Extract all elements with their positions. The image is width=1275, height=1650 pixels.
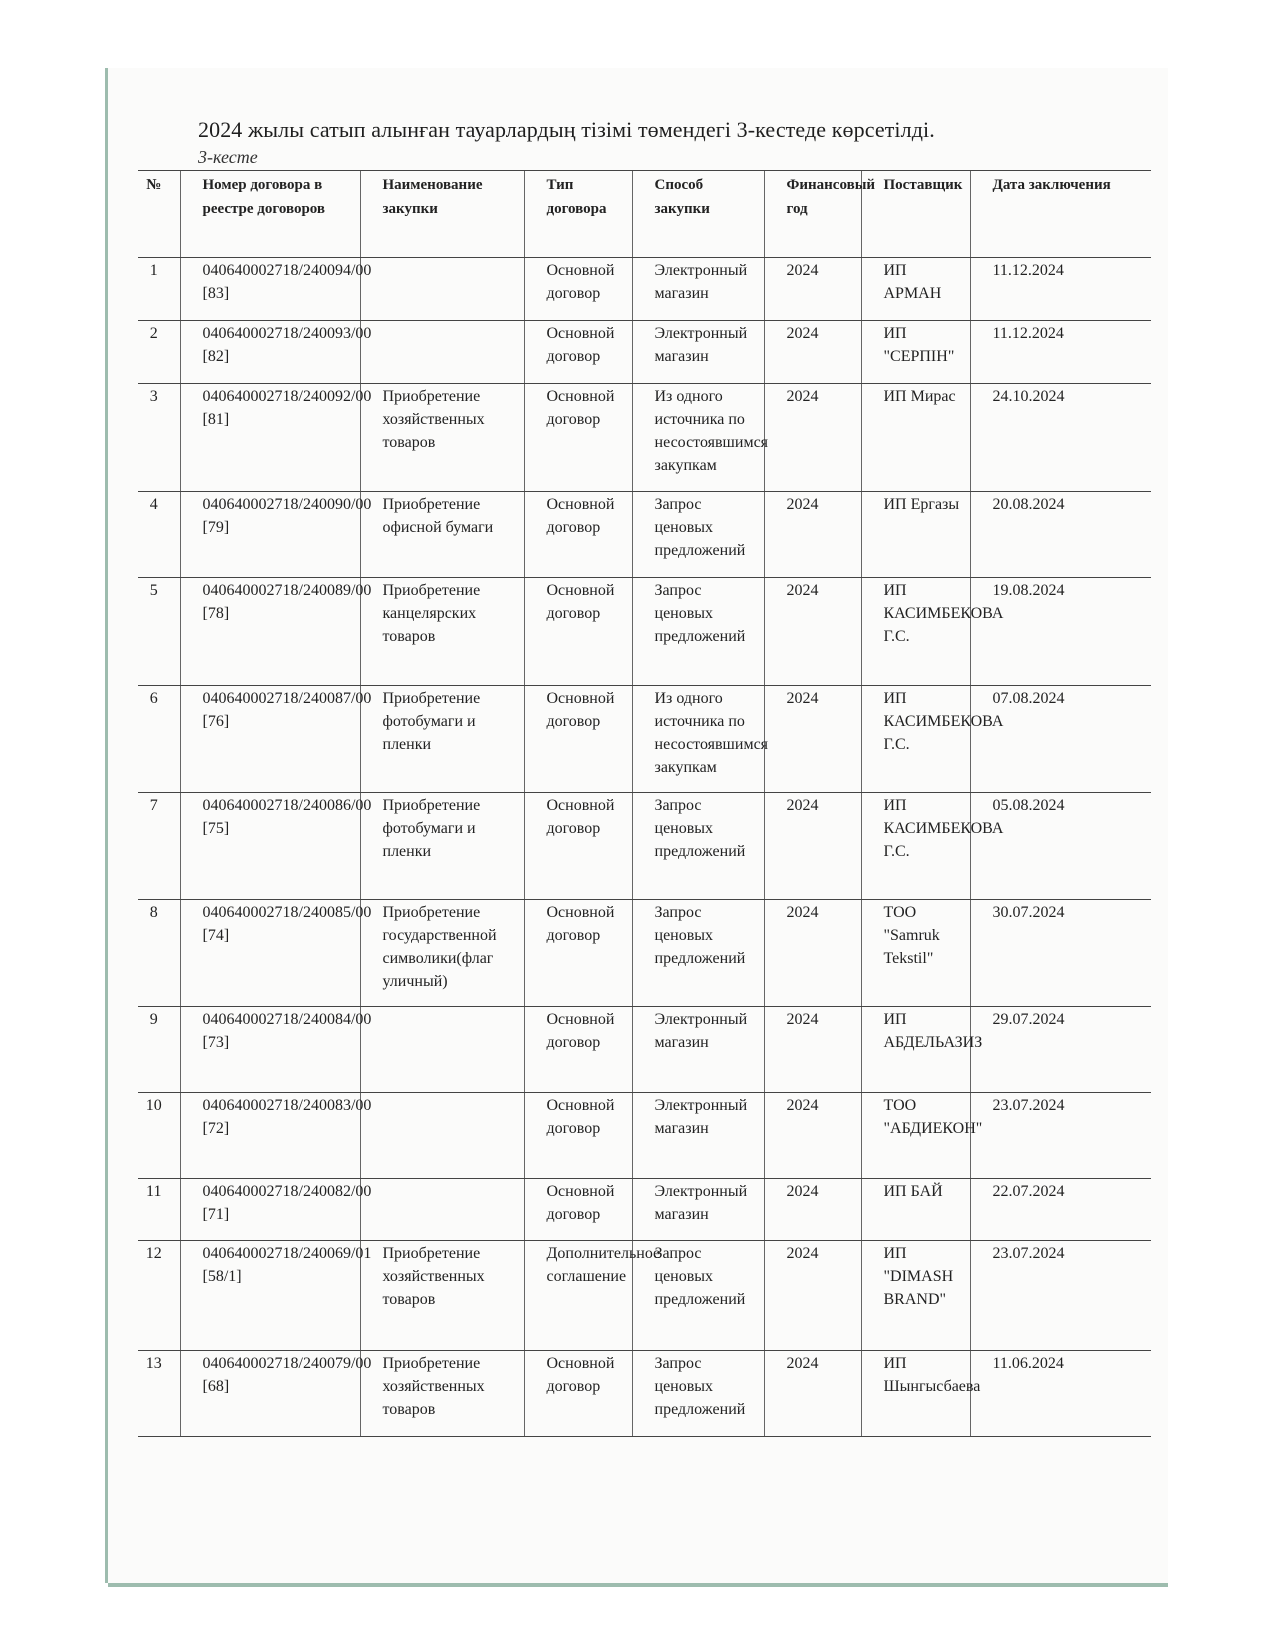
row-number-cell: 9	[138, 1007, 180, 1093]
row-number-cell: 10	[138, 1093, 180, 1179]
row-number-cell: 2	[138, 321, 180, 384]
supplier-cell: ТОО "Samruk Tekstil"	[861, 900, 970, 1007]
table-header-row	[138, 171, 1151, 258]
purchase-method-cell: Электронный магазин	[632, 1007, 764, 1093]
contract-date-cell: 11.12.2024	[970, 321, 1151, 384]
contract-date-cell: 29.07.2024	[970, 1007, 1151, 1093]
fiscal-year-cell: 2024	[764, 1241, 861, 1351]
purchase-name-cell	[360, 1007, 524, 1093]
document-title: 2024 жылы сатып алынған тауарлардың тізімі төмендегі 3-кестеде көрсетілді.	[198, 117, 935, 142]
contract-number-cell: 040640002718/240069/01 [58/1]	[180, 1241, 360, 1351]
table-row	[138, 1007, 1151, 1093]
contract-type-cell: Основной договор	[524, 384, 632, 492]
header-date: Дата заключения	[970, 171, 1151, 258]
header-contract-number: Номер договора в реестре договоров	[180, 171, 360, 258]
purchase-name-cell	[360, 1179, 524, 1241]
header-supplier: Поставщик	[861, 171, 970, 258]
contract-type-cell: Основной договор	[524, 1007, 632, 1093]
contract-type-cell: Основной договор	[524, 578, 632, 686]
contract-date-cell: 11.06.2024	[970, 1351, 1151, 1437]
contract-type-cell: Основной договор	[524, 900, 632, 1007]
row-number-cell: 8	[138, 900, 180, 1007]
contract-date-cell: 24.10.2024	[970, 384, 1151, 492]
fiscal-year-cell: 2024	[764, 321, 861, 384]
purchase-method-cell: Из одного источника по несостоявшимся закупкам	[632, 686, 764, 793]
contract-date-cell: 11.12.2024	[970, 258, 1151, 321]
purchase-name-cell: Приобретение хозяйственных товаров	[360, 1241, 524, 1351]
contract-date-cell: 05.08.2024	[970, 793, 1151, 900]
table-row	[138, 686, 1151, 793]
row-number-cell: 1	[138, 258, 180, 321]
header-contract-type: Тип договора	[524, 171, 632, 258]
row-number-cell: 11	[138, 1179, 180, 1241]
contract-type-cell: Основной договор	[524, 492, 632, 578]
contract-type-cell: Основной договор	[524, 1179, 632, 1241]
table-row	[138, 1241, 1151, 1351]
purchase-name-cell: Приобретение офисной бумаги	[360, 492, 524, 578]
fiscal-year-cell: 2024	[764, 578, 861, 686]
contract-number-cell: 040640002718/240093/00 [82]	[180, 321, 360, 384]
header-purchase-method: Способ закупки	[632, 171, 764, 258]
purchase-method-cell: Запрос ценовых предложений	[632, 793, 764, 900]
fiscal-year-cell: 2024	[764, 1007, 861, 1093]
purchase-name-cell: Приобретение фотобумаги и пленки	[360, 793, 524, 900]
table-row	[138, 900, 1151, 1007]
purchase-method-cell: Электронный магазин	[632, 258, 764, 321]
table-row	[138, 578, 1151, 686]
fiscal-year-cell: 2024	[764, 384, 861, 492]
purchase-name-cell	[360, 258, 524, 321]
contract-number-cell: 040640002718/240082/00 [71]	[180, 1179, 360, 1241]
supplier-cell: ИП "DIMASH BRAND"	[861, 1241, 970, 1351]
contract-date-cell: 23.07.2024	[970, 1093, 1151, 1179]
table-row	[138, 1093, 1151, 1179]
supplier-cell: ИП АБДЕЛЬАЗИЗ	[861, 1007, 970, 1093]
supplier-cell: ИП КАСИМБЕКОВА Г.С.	[861, 686, 970, 793]
purchase-method-cell: Запрос ценовых предложений	[632, 1241, 764, 1351]
supplier-cell: ИП КАСИМБЕКОВА Г.С.	[861, 793, 970, 900]
contract-date-cell: 07.08.2024	[970, 686, 1151, 793]
fiscal-year-cell: 2024	[764, 1093, 861, 1179]
fiscal-year-cell: 2024	[764, 793, 861, 900]
row-number-cell: 6	[138, 686, 180, 793]
supplier-cell: ИП КАСИМБЕКОВА Г.С.	[861, 578, 970, 686]
purchase-method-cell: Электронный магазин	[632, 321, 764, 384]
row-number-cell: 5	[138, 578, 180, 686]
purchases-table	[138, 170, 1151, 1437]
purchase-name-cell: Приобретение фотобумаги и пленки	[360, 686, 524, 793]
contract-number-cell: 040640002718/240086/00 [75]	[180, 793, 360, 900]
fiscal-year-cell: 2024	[764, 900, 861, 1007]
contract-type-cell: Основной договор	[524, 686, 632, 793]
contract-date-cell: 22.07.2024	[970, 1179, 1151, 1241]
contract-type-cell: Основной договор	[524, 793, 632, 900]
contract-number-cell: 040640002718/240083/00 [72]	[180, 1093, 360, 1179]
fiscal-year-cell: 2024	[764, 1351, 861, 1437]
contract-type-cell: Основной договор	[524, 1093, 632, 1179]
table-row	[138, 384, 1151, 492]
contract-number-cell: 040640002718/240089/00 [78]	[180, 578, 360, 686]
header-number: №	[138, 171, 180, 258]
supplier-cell: ИП Шынгысбаева	[861, 1351, 970, 1437]
contract-number-cell: 040640002718/240087/00 [76]	[180, 686, 360, 793]
header-purchase-name: Наименование закупки	[360, 171, 524, 258]
purchase-name-cell: Приобретение хозяйственных товаров	[360, 1351, 524, 1437]
purchase-name-cell: Приобретение хозяйственных товаров	[360, 384, 524, 492]
fiscal-year-cell: 2024	[764, 686, 861, 793]
table-row	[138, 793, 1151, 900]
table-row	[138, 321, 1151, 384]
table-row	[138, 492, 1151, 578]
fiscal-year-cell: 2024	[764, 258, 861, 321]
purchase-method-cell: Электронный магазин	[632, 1179, 764, 1241]
contract-type-cell: Основной договор	[524, 258, 632, 321]
fiscal-year-cell: 2024	[764, 1179, 861, 1241]
supplier-cell: ИП Ергазы	[861, 492, 970, 578]
supplier-cell: ТОО "АБДИЕКОН"	[861, 1093, 970, 1179]
supplier-cell: ИП Мирас	[861, 384, 970, 492]
supplier-cell: ИП "СЕРПІН"	[861, 321, 970, 384]
purchase-method-cell: Из одного источника по несостоявшимся закупкам	[632, 384, 764, 492]
contract-date-cell: 19.08.2024	[970, 578, 1151, 686]
contract-number-cell: 040640002718/240085/00 [74]	[180, 900, 360, 1007]
supplier-cell: ИП АРМАН	[861, 258, 970, 321]
contract-date-cell: 30.07.2024	[970, 900, 1151, 1007]
row-number-cell: 7	[138, 793, 180, 900]
row-number-cell: 4	[138, 492, 180, 578]
contract-date-cell: 23.07.2024	[970, 1241, 1151, 1351]
purchase-method-cell: Электронный магазин	[632, 1093, 764, 1179]
row-number-cell: 13	[138, 1351, 180, 1437]
purchase-name-cell	[360, 321, 524, 384]
purchase-method-cell: Запрос ценовых предложений	[632, 578, 764, 686]
supplier-cell: ИП БАЙ	[861, 1179, 970, 1241]
fiscal-year-cell: 2024	[764, 492, 861, 578]
contract-type-cell: Дополнительное соглашение	[524, 1241, 632, 1351]
purchase-name-cell	[360, 1093, 524, 1179]
table-caption: 3-кесте	[198, 147, 258, 167]
row-number-cell: 12	[138, 1241, 180, 1351]
header-fiscal-year: Финансовый год	[764, 171, 861, 258]
contract-number-cell: 040640002718/240092/00 [81]	[180, 384, 360, 492]
row-number-cell: 3	[138, 384, 180, 492]
purchase-method-cell: Запрос ценовых предложений	[632, 492, 764, 578]
table-row	[138, 258, 1151, 321]
contract-date-cell: 20.08.2024	[970, 492, 1151, 578]
contract-number-cell: 040640002718/240094/00 [83]	[180, 258, 360, 321]
purchase-method-cell: Запрос ценовых предложений	[632, 900, 764, 1007]
table-row	[138, 1179, 1151, 1241]
contract-type-cell: Основной договор	[524, 321, 632, 384]
purchase-method-cell: Запрос ценовых предложений	[632, 1351, 764, 1437]
contract-number-cell: 040640002718/240090/00 [79]	[180, 492, 360, 578]
purchase-name-cell: Приобретение государственной символики(флаг уличный)	[360, 900, 524, 1007]
table-row	[138, 1351, 1151, 1437]
purchase-name-cell: Приобретение канцелярских товаров	[360, 578, 524, 686]
contract-number-cell: 040640002718/240079/00 [68]	[180, 1351, 360, 1437]
contract-number-cell: 040640002718/240084/00 [73]	[180, 1007, 360, 1093]
contract-type-cell: Основной договор	[524, 1351, 632, 1437]
